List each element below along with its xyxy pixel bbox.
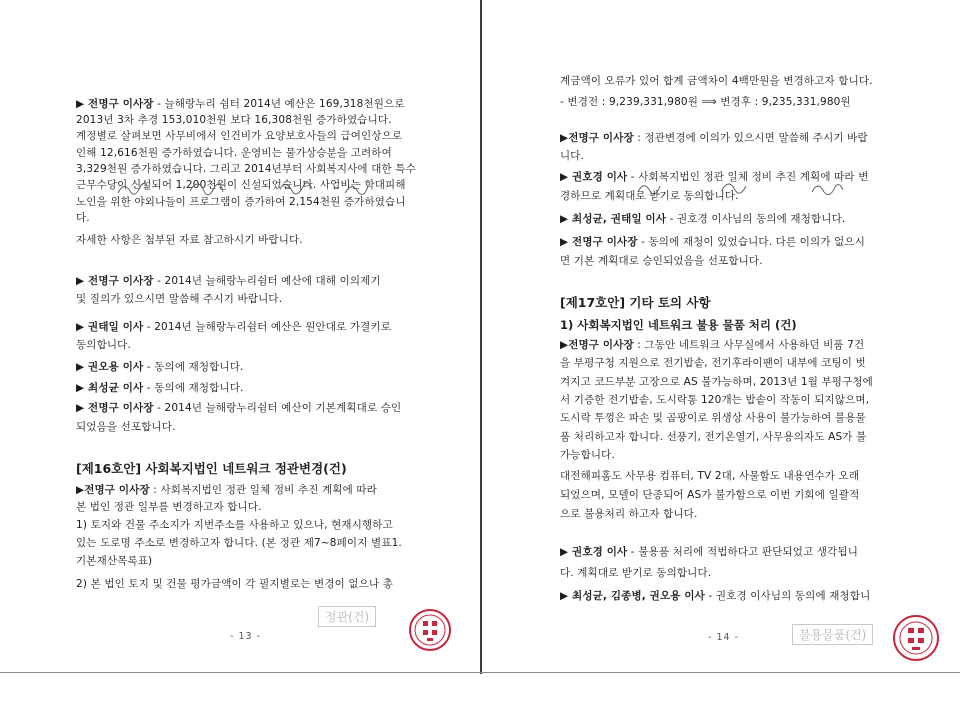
text-line: 1) 토지와 건물 주소지가 지번주소를 사용하고 있으나, 현재시행하고 xyxy=(76,519,393,531)
red-seal-icon xyxy=(406,606,454,654)
text-line: 면 기본 계획대로 승인되었음을 선포합니다. xyxy=(560,255,763,267)
text-line: 도시락 투껑은 파손 및 곰팡이로 위생상 사용이 불가능하여 불용물 xyxy=(560,412,866,424)
text-line: 다. xyxy=(76,212,90,224)
document-page-13 xyxy=(0,0,480,672)
text-line: 가능합니다. xyxy=(560,449,615,461)
text-line: ▶ 권오용 이사 - 동의에 재청합니다. xyxy=(76,361,244,373)
text-line: 겨지고 코드부분 고장으로 AS 불가능하며, 2013년 1월 부평구청에 xyxy=(560,376,873,388)
agenda-subheading: 1) 사회복지법인 네트워크 불용 물품 처리 (건) xyxy=(560,318,797,332)
text-line: 자세한 사항은 첨부된 자료 참고하시기 바랍니다. xyxy=(76,234,303,246)
text-line: ▶ 권호경 이사 - 불용품 처리에 적법하다고 판단되었고 생각됩니 xyxy=(560,546,859,558)
faded-stamp: 불용물품(건) xyxy=(792,624,873,645)
agenda-heading-17: [제17호안] 기타 토의 사항 xyxy=(560,295,711,310)
text-line: 동의합니다. xyxy=(76,339,131,351)
text-line: ▶ 최성균 이사 - 동의에 재청합니다. xyxy=(76,382,244,394)
text-line: ▶ 권태일 이사 - 2014년 늘해랑누리쉼터 예산은 원안대로 가결키로 xyxy=(76,321,392,333)
red-seal-icon xyxy=(890,612,942,664)
text-line: 되었음을 선포합니다. xyxy=(76,421,176,433)
text-line: ▶전명구 이사장 : 사회복지법인 정관 일체 정비 추진 계획에 따라 xyxy=(76,484,377,496)
text-line: 다. 계획대로 받기로 동의합니다. xyxy=(560,567,712,579)
text-line: ▶ 최성균, 권태일 이사 - 권호경 이사님의 동의에 재청합니다. xyxy=(560,213,846,225)
text-line: 노인을 위한 야외나들이 프로그램이 증가하여 2,154천원 증가하였습니 xyxy=(76,196,406,208)
text-line: 본 법인 정관 일부를 변경하고자 합니다. xyxy=(76,501,262,513)
text-line: 인해 12,616천원 증가하였습니다. 운영비는 물가상승분을 고려하여 xyxy=(76,147,392,159)
page-number: - 14 - xyxy=(708,632,739,643)
text-line: ▶ 전명구 이사장 - 2014년 늘해랑누리쉼터 예산에 대해 이의제기 xyxy=(76,275,381,287)
agenda-heading-16: [제16호안] 사회복지법인 네트워크 정관변경(건) xyxy=(76,461,347,476)
text-line: ▶ 최성균, 김종병, 권오용 이사 - 권호경 이사님의 동의에 재청합니 xyxy=(560,590,871,602)
text-line: 품 처리하고자 합니다. 선풍기, 전기온열기, 사무용의자도 AS가 불 xyxy=(560,431,867,443)
text-line: 계정별로 살펴보면 사무비에서 인건비가 요양보호사들의 급여인상으로 xyxy=(76,130,403,142)
text-line: 니다. xyxy=(560,150,585,162)
text-line: 근무수당이 신설되어 1,200천원이 신설되었습니다. 사업비는 학대피해 xyxy=(76,179,406,191)
text-line: ▶ 전명구 이사장 - 2014년 늘해랑누리쉼터 예산이 기본계획대로 승인 xyxy=(76,402,402,414)
document-page-14 xyxy=(482,0,960,672)
text-line: 기본재산목록표) xyxy=(76,555,153,567)
text-line: 2) 본 법인 토지 및 건물 평가금액이 각 필지별로는 변경이 없으나 총 xyxy=(76,578,394,590)
text-line: 경하므로 계획대로 받기로 동의합니다. xyxy=(560,190,739,202)
text-line: 있는 도로명 주소로 변경하고자 합니다. (본 정관 제7~8페이지 별표1. xyxy=(76,537,402,549)
text-line: ▶전명구 이사장 : 정관변경에 이의가 있으시면 말씀해 주시기 바랍 xyxy=(560,132,868,144)
faded-stamp: 정관(건) xyxy=(318,606,376,627)
signature-scribbles xyxy=(110,175,400,205)
text-line: ▶ 전명구 이사장 - 동의에 재청이 있었습니다. 다른 이의가 없으시 xyxy=(560,236,865,248)
text-line: 계금액이 오류가 있어 합계 금액차이 4백만원을 변경하고자 합니다. xyxy=(560,75,873,87)
text-line: - 변경전 : 9,239,331,980원 ⟹ 변경후 : 9,235,331,980원 xyxy=(560,96,851,108)
text-line: 되었으며, 모델이 단종되어 AS가 불가함으로 이번 기회에 일괄적 xyxy=(560,489,860,501)
text-line: 및 질의가 있으시면 말씀해 주시기 바랍니다. xyxy=(76,293,283,305)
text-line: 을 부평구청 지원으로 전기밥솥, 전기후라이팬이 내부에 코팅이 벗 xyxy=(560,357,866,369)
text-line: 대전해피홈도 사무용 컴퓨터, TV 2대, 사물함도 내용연수가 오래 xyxy=(560,470,860,482)
signature-scribbles xyxy=(632,176,882,202)
text-line: ▶전명구 이사장 : 그동안 네트워크 사무실에서 사용하던 비품 7건 xyxy=(560,339,865,351)
page-number: - 13 - xyxy=(230,631,261,642)
text-line: 2013년 3차 추경 153,010천원 보다 16,308천원 증가하였습니다. xyxy=(76,114,392,126)
bottom-edge-line xyxy=(0,672,960,673)
text-line: 3,329천원 증가하였습니다. 그리고 2014년부터 사회복지사에 대한 특수 xyxy=(76,163,416,175)
text-line: ▶ 전명구 이사장 - 늘해랑누리 쉼터 2014년 예산은 169,318천원으로 xyxy=(76,98,405,110)
text-line: 으로 불용처리 하고자 합니다. xyxy=(560,508,698,520)
text-line: 서 기증한 전기밥솥, 도시락통 120개는 밥솥이 작동이 되지않으며, xyxy=(560,394,870,406)
text-line: ▶ 권호경 이사 - 사회복지법인 정관 일체 정비 추진 계획에 따라 변 xyxy=(560,171,869,183)
